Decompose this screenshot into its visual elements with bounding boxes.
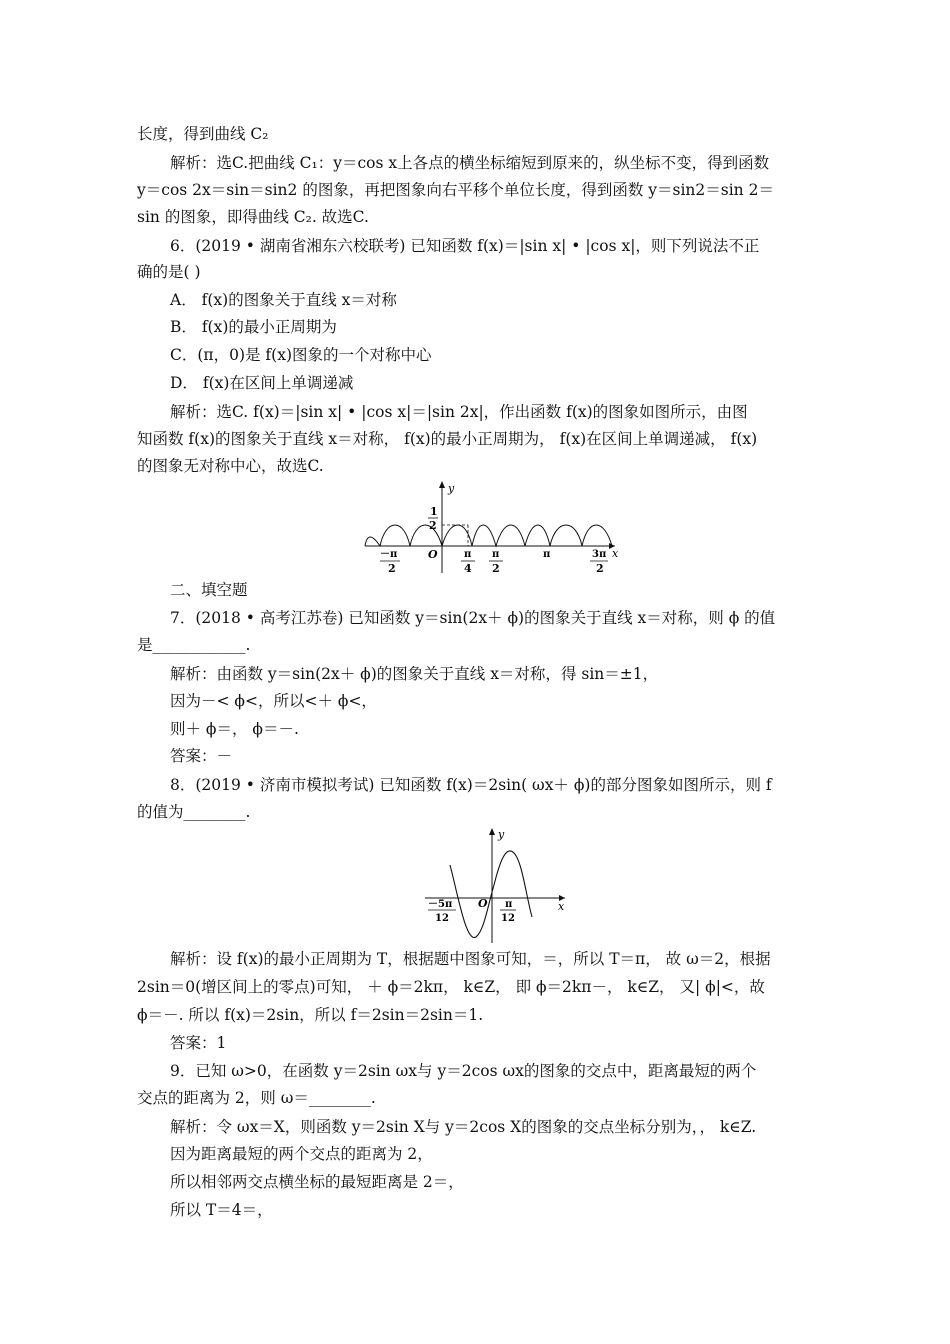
option-c: C．(π，0)是 f(x)图象的一个对称中心 <box>170 346 432 364</box>
neg-pi-half-num: －π <box>380 549 398 560</box>
question-8: 8．(2019 • 济南市模拟考试) 已知函数 f(x)＝2sin( ωx＋ ϕ)的部分图象如图所示，则 f <box>170 776 772 794</box>
y-axis-arrow <box>489 828 495 835</box>
text-line: 所以相邻两交点横坐标的最短距离是 2＝， <box>170 1173 464 1191</box>
pi-half-den: 2 <box>492 562 500 575</box>
pi-quarter-num: π <box>464 549 472 560</box>
text-line: 解析：令 ωx＝X，则函数 y＝2sin X与 y＝2cos X的图象的交点坐标分别为，， k∈Z. <box>170 1118 757 1136</box>
text-line: 交点的距离为 2，则 ω＝________. <box>137 1089 376 1107</box>
text-line: ϕ＝－. 所以 f(x)＝2sin，所以 f＝2sin＝2sin＝1. <box>137 1006 484 1024</box>
text-line: 解析：选C. f(x)＝|sin x| • |cos x|＝|sin 2x|，作出函数 f(x)的图象如图所示，由图 <box>170 403 748 421</box>
text-line: 解析：设 f(x)的最小正周期为 T，根据题中图象可知，＝，所以 T＝π， 故 ω＝2，根据 <box>170 950 771 968</box>
answer-8: 答案：1 <box>170 1034 227 1052</box>
y-label: y <box>498 828 505 841</box>
pi-12-den: 12 <box>501 913 515 924</box>
half-den: 2 <box>429 519 437 532</box>
text-line: 确的是( ) <box>137 263 201 281</box>
abs-sin2x-graph <box>360 478 620 578</box>
neg-pi-half-den: 2 <box>388 562 396 575</box>
text-line: 的图象无对称中心，故选C. <box>137 457 324 475</box>
curve <box>450 851 532 938</box>
half-num: 1 <box>430 505 438 518</box>
text-line: 知函数 f(x)的图象关于直线 x＝对称， f(x)的最小正周期为， f(x)在区间上单调递减， f(x) <box>137 430 758 448</box>
three-pi-half-num: 3π <box>592 549 607 560</box>
text-line: sin 的图象，即得曲线 C₂. 故选C. <box>137 208 369 226</box>
origin-label: O <box>428 548 438 561</box>
x-label: x <box>558 900 565 913</box>
text-line: 解析：由函数 y＝sin(2x＋ ϕ)的图象关于直线 x＝对称，得 sin＝±1， <box>170 665 659 683</box>
curve <box>365 525 612 546</box>
neg-5pi-12-den: 12 <box>435 913 449 924</box>
text-line: 所以 T＝4＝， <box>170 1201 273 1219</box>
pi-label: π <box>543 549 551 560</box>
question-7: 7．(2018 • 高考江苏卷) 已知函数 y＝sin(2x＋ ϕ)的图象关于直线 x＝对称，则 ϕ 的值 <box>170 609 776 627</box>
text-line: 因为－< ϕ<，所以<＋ ϕ<， <box>170 692 377 710</box>
option-b: B． f(x)的最小正周期为 <box>170 318 337 336</box>
pi-quarter-den: 4 <box>464 562 472 575</box>
x-label: x <box>612 547 619 560</box>
text-line: 2sin＝0(增区间上的零点)可知， ＋ ϕ＝2kπ， k∈Z， 即 ϕ＝2kπ－， k∈Z， 又| ϕ|<，故 <box>137 978 765 996</box>
neg-5pi-12-num: －5π <box>428 899 453 910</box>
pi-half-num: π <box>492 549 500 560</box>
section-title: 二、填空题 <box>170 581 248 599</box>
y-axis-arrow <box>439 481 445 488</box>
three-pi-half-den: 2 <box>596 562 604 575</box>
text-line: 解析：选C.把曲线 C₁：y＝cos x上各点的横坐标缩短到原来的，纵坐标不变，得到函数 <box>170 154 770 172</box>
question-6: 6．(2019 • 湖南省湘东六校联考) 已知函数 f(x)＝|sin x| • |cos x|，则下列说法不正 <box>170 237 760 255</box>
answer-7: 答案：－ <box>170 747 233 765</box>
origin-label: O <box>478 897 488 910</box>
text-line: 的值为________. <box>137 803 251 821</box>
sine-graph <box>420 825 570 945</box>
question-9: 9．已知 ω>0，在函数 y＝2sin ωx与 y＝2cos ωx的图象的交点中，距离最短的两个 <box>170 1062 757 1080</box>
text-line: 是____________. <box>137 636 251 654</box>
text-line: 因为距离最短的两个交点的距离为 2， <box>170 1145 433 1163</box>
text-line: y＝cos 2x＝sin＝sin2 的图象，再把图象向右平移个单位长度，得到函数 y＝sin2＝sin 2＝ <box>137 181 774 199</box>
y-label: y <box>448 482 455 495</box>
option-d: D． f(x)在区间上单调递减 <box>170 374 354 392</box>
pi-12-num: π <box>505 899 513 910</box>
text-line: 长度，得到曲线 C₂ <box>137 125 269 143</box>
option-a: A． f(x)的图象关于直线 x＝对称 <box>170 291 397 309</box>
text-line: 则＋ ϕ＝， ϕ＝－. <box>170 720 299 738</box>
